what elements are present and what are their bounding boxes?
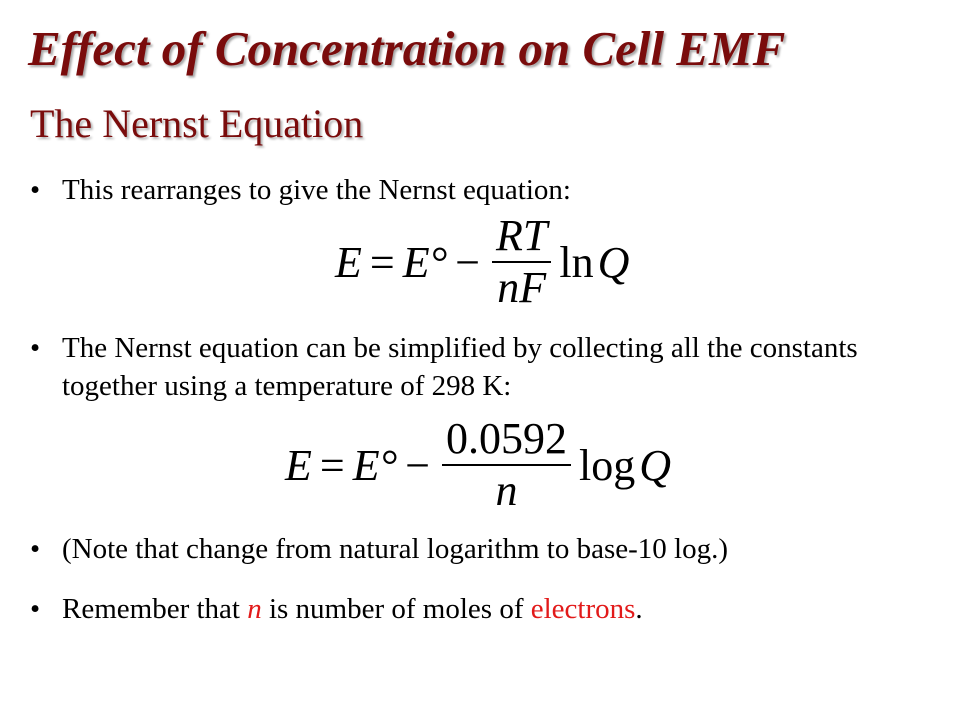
eq-lhs: E <box>335 237 362 287</box>
eq-minus: − <box>455 237 481 287</box>
slide-title: Effect of Concentration on Cell EMF <box>28 21 786 76</box>
eq-equals: = <box>369 237 395 287</box>
bullet-dot: • <box>30 174 41 206</box>
eq-minus: − <box>405 440 431 490</box>
eq-function: ln <box>559 237 594 287</box>
eq-numerator: 0.0592 <box>446 414 568 463</box>
eq-denominator: nF <box>497 263 547 312</box>
highlight-electrons: electrons <box>530 593 636 625</box>
text-segment: is number of moles of <box>261 593 531 625</box>
eq-lhs: E <box>285 440 312 490</box>
bullet-text: This rearranges to give the Nernst equation: <box>62 174 571 206</box>
eq-standard-potential: E° <box>402 237 448 287</box>
nernst-equation <box>335 212 629 312</box>
bullet-item <box>30 171 910 209</box>
eq-argument: Q <box>597 237 630 287</box>
text-segment: . <box>635 593 643 625</box>
variable-n: n <box>247 593 262 625</box>
eq-fraction <box>492 213 551 311</box>
bullet-text <box>62 590 910 628</box>
eq-numerator: RT <box>496 211 548 260</box>
eq-argument: Q <box>639 440 672 490</box>
bullet-item <box>30 590 910 628</box>
slide-subtitle: The Nernst Equation <box>30 101 364 146</box>
eq-denominator: n <box>495 466 518 515</box>
bullet-dot: • <box>30 533 41 565</box>
text-segment: Remember that <box>62 593 248 625</box>
bullet-item <box>30 530 910 568</box>
bullet-dot: • <box>30 593 41 625</box>
simplified-nernst-equation <box>285 415 671 515</box>
bullet-text: (Note that change from natural logarithm to base-10 log.) <box>62 533 728 565</box>
bullet-text: The Nernst equation can be simplified by collecting all the constants together using a temperature of 298 K: <box>62 332 858 402</box>
bullet-item <box>30 329 910 405</box>
eq-standard-potential: E° <box>352 440 398 490</box>
eq-function: log <box>579 440 636 490</box>
eq-fraction <box>442 416 571 514</box>
eq-equals: = <box>319 440 345 490</box>
bullet-dot: • <box>30 332 41 364</box>
